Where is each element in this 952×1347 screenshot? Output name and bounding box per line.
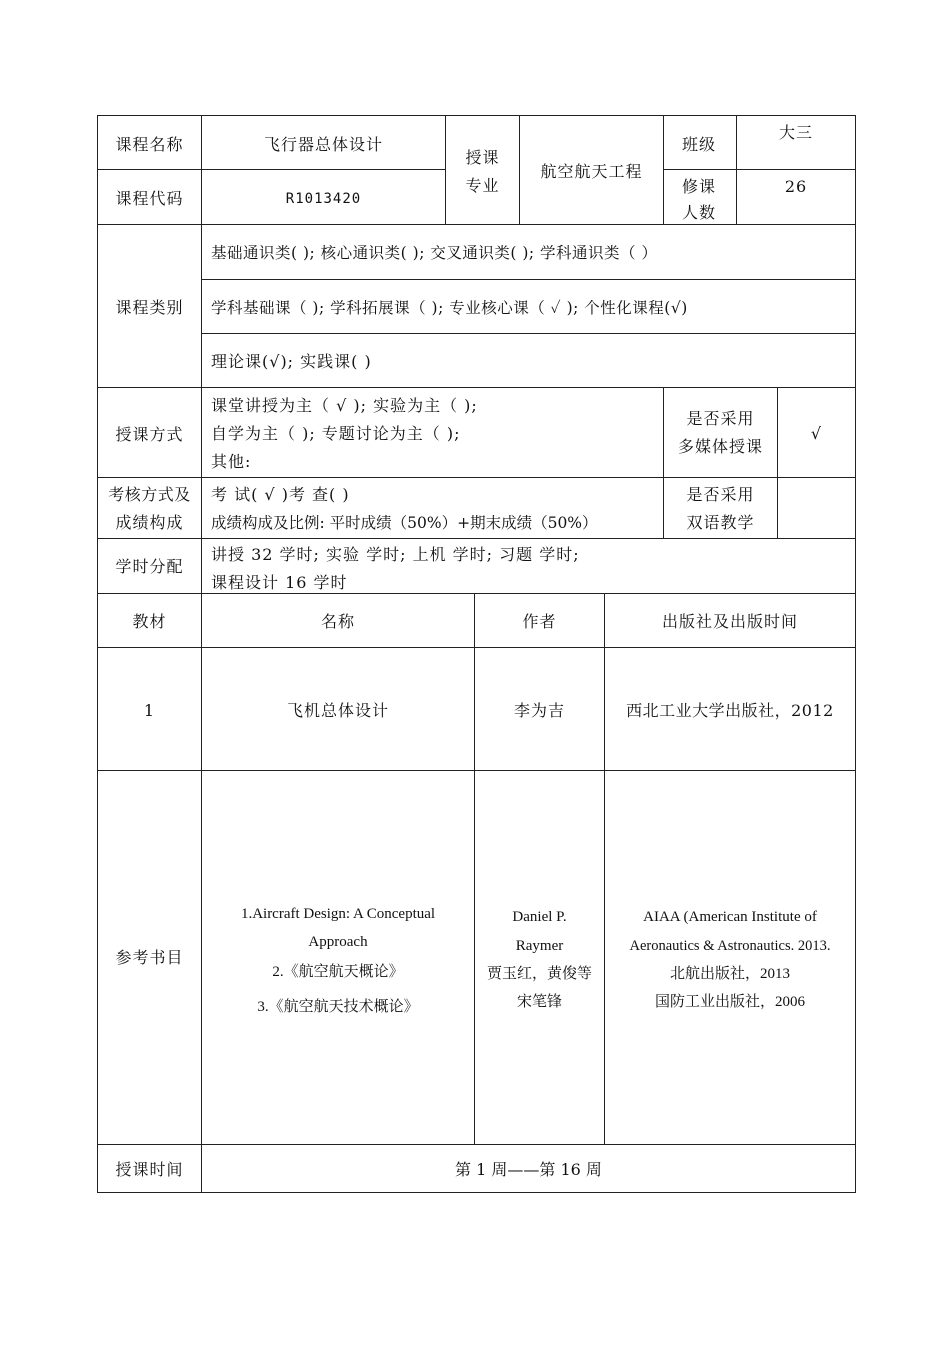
- category-label: 课程类别: [115, 298, 184, 317]
- textbook-header-name: 名称: [320, 612, 355, 631]
- course-name-value: 飞行器总体设计: [263, 135, 383, 154]
- major-label-line1: 授课: [465, 148, 500, 167]
- course-name-label: 课程名称: [115, 135, 184, 154]
- reference-author-1-cont: Raymer: [515, 938, 564, 954]
- major-label-line2: 专业: [465, 176, 500, 195]
- reference-author-3: 宋笔锋: [516, 994, 562, 1010]
- teaching-label: 授课方式: [115, 425, 184, 444]
- multimedia-label-cell: [663, 387, 778, 478]
- hours-label: 学时分配: [115, 557, 184, 576]
- teaching-line2: 自学为主（ ); 专题讨论为主（ );: [211, 424, 461, 443]
- class-label: 班级: [682, 135, 717, 154]
- reference-author-2: 贾玉红，黄俊等: [486, 966, 592, 982]
- bilingual-label-line2: 双语教学: [686, 513, 755, 532]
- course-code-value: R1013420: [285, 191, 362, 207]
- textbook-name: 飞机总体设计: [286, 701, 389, 720]
- assessment-label-line1: 考核方式及: [108, 485, 191, 504]
- major-value: 航空航天工程: [540, 162, 643, 181]
- assessment-label-line2: 成绩构成: [115, 513, 184, 532]
- hours-line2: 课程设计 16 学时: [211, 573, 348, 592]
- reference-author-1: Daniel P.: [512, 909, 567, 925]
- textbook-author: 李为吉: [513, 701, 565, 720]
- reference-publisher-1: AIAA (American Institute of: [643, 909, 817, 925]
- textbook-header-publisher: 出版社及出版时间: [661, 612, 798, 631]
- major-label-cell: [445, 115, 520, 225]
- textbook-header-author: 作者: [522, 612, 557, 631]
- course-code-label: 课程代码: [115, 189, 184, 208]
- reference-publisher-1-cont: Aeronautics & Astronautics. 2013.: [629, 938, 831, 954]
- bilingual-value-cell: [777, 477, 856, 539]
- assessment-line2: 成绩构成及比例: 平时成绩（50%）+期末成绩（50%）: [211, 514, 598, 532]
- reference-publisher-2: 北航出版社，2013: [669, 966, 790, 982]
- bilingual-label-line1: 是否采用: [686, 485, 755, 504]
- assessment-line1: 考 试( √ )考 查( ): [211, 485, 350, 504]
- multimedia-label-line2: 多媒体授课: [677, 437, 763, 456]
- textbook-index: 1: [143, 701, 156, 720]
- reference-name-1-cont: Approach: [308, 934, 368, 950]
- enroll-label-line2: 人数: [682, 203, 717, 222]
- category-row2: 学科基础课（ ); 学科拓展课（ ); 专业核心课（ ✓ ); 个性化课程(√): [211, 299, 688, 317]
- reference-publisher-3: 国防工业出版社，2006: [654, 994, 805, 1010]
- schedule-value: 第 1 周——第 16 周: [455, 1160, 602, 1179]
- enroll-value: 26: [784, 177, 808, 196]
- references-names-cell: [201, 770, 475, 1145]
- category-row1: 基础通识类( ); 核心通识类( ); 交叉通识类( ); 学科通识类（ ）: [211, 244, 658, 262]
- teaching-line1: 课堂讲授为主（ √ ); 实验为主（ );: [211, 396, 478, 415]
- reference-name-1: 1.Aircraft Design: A Conceptual: [240, 906, 436, 922]
- multimedia-value: √: [810, 424, 823, 443]
- schedule-label: 授课时间: [115, 1160, 184, 1179]
- hours-line1: 讲授 32 学时; 实验 学时; 上机 学时; 习题 学时;: [211, 545, 580, 564]
- reference-name-3: 3.《航空航天技术概论》: [257, 999, 419, 1015]
- textbook-header-label: 教材: [132, 612, 167, 631]
- class-value: 大三: [778, 123, 813, 142]
- multimedia-label-line1: 是否采用: [686, 409, 755, 428]
- references-publishers-cell: [604, 770, 856, 1145]
- textbook-publisher: 西北工业大学出版社，2012: [626, 701, 834, 720]
- enroll-label-line1: 修课: [682, 177, 717, 196]
- reference-name-2: 2.《航空航天概论》: [272, 964, 404, 980]
- teaching-line3: 其他:: [211, 452, 252, 471]
- references-authors-cell: [474, 770, 605, 1145]
- references-label: 参考书目: [115, 948, 184, 967]
- category-row3: 理论课(√); 实践课( ): [211, 352, 372, 371]
